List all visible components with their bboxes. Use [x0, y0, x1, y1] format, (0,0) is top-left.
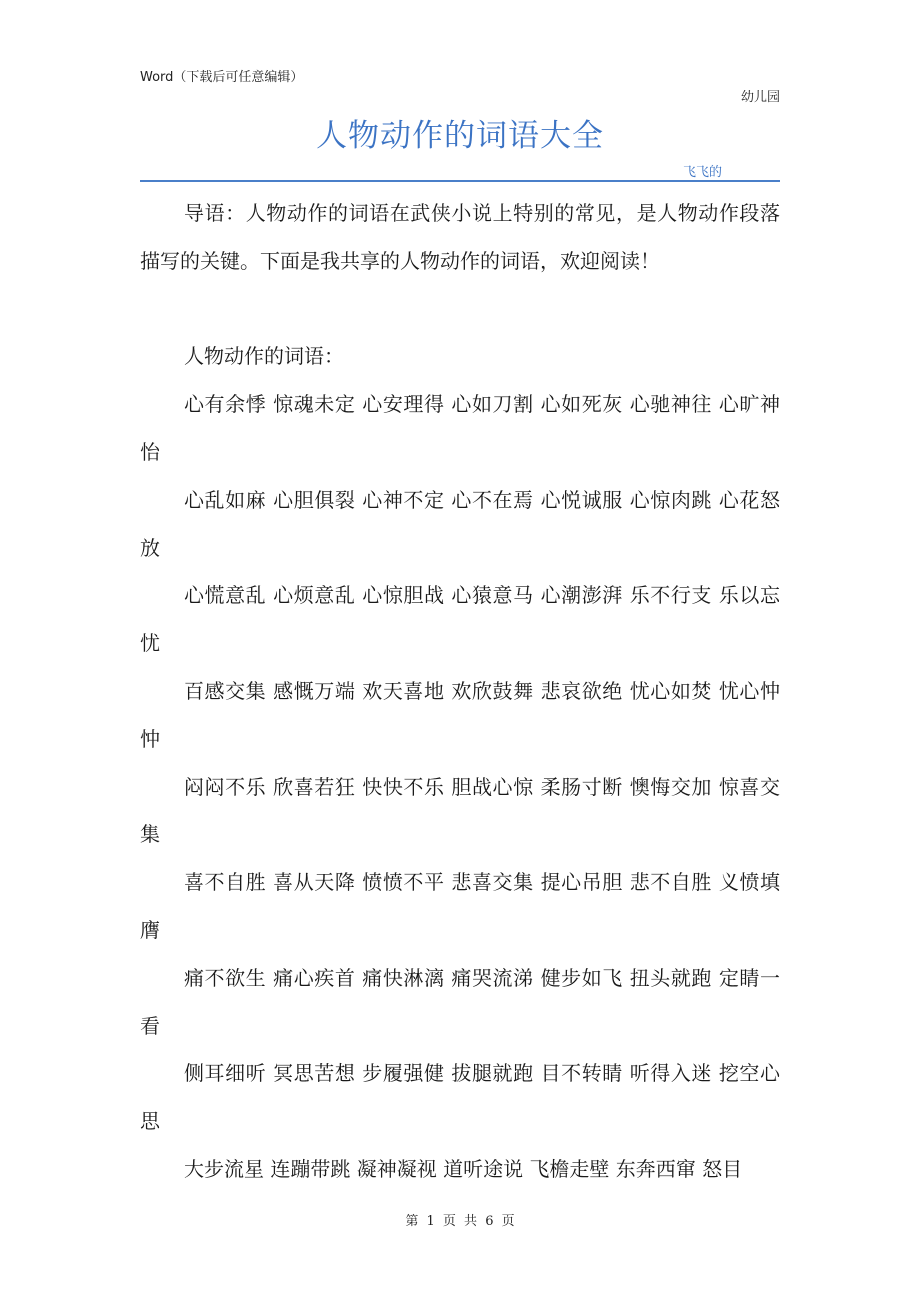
- word-list-paragraph: 喜不自胜 喜从天降 愤愤不平 悲喜交集 提心吊胆 悲不自胜 义愤填膺: [140, 870, 780, 942]
- author-name: 飞飞的: [683, 165, 723, 180]
- page-number-footer: 第 1 页 共 6 页: [405, 1214, 515, 1229]
- word-list-paragraph: 大步流星 连蹦带跳 凝神凝视 道听途说 飞檐走壁 东奔西窜 怒目: [184, 1156, 743, 1181]
- word-list-paragraph: 闷闷不乐 欣喜若狂 快快不乐 胆战心惊 柔肠寸断 懊悔交加 惊喜交集: [140, 774, 780, 847]
- document-body: [140, 190, 780, 1194]
- document-header-label: Word（下载后可任意编辑）: [140, 70, 304, 85]
- blank-line: [140, 286, 780, 334]
- header-category: 幼儿园: [740, 90, 780, 105]
- word-list-paragraph: 侧耳细听 冥思苦想 步履强健 拔腿就跑 目不转睛 听得入迷 挖空心思: [140, 1061, 780, 1134]
- word-list-paragraph: 心慌意乱 心烦意乱 心惊胆战 心猿意马 心潮澎湃 乐不行支 乐以忘忧: [140, 583, 780, 656]
- word-list-paragraph: 百感交集 感慨万端 欢天喜地 欢欣鼓舞 悲哀欲绝 忧心如焚 忧心忡忡: [140, 678, 780, 751]
- word-list-paragraph: 心乱如麻 心胆俱裂 心神不定 心不在焉 心悦诚服 心惊肉跳 心花怒放: [140, 487, 780, 560]
- title-divider: [140, 180, 780, 182]
- intro-paragraph: 导语：人物动作的词语在武侠小说上特别的常见，是人物动作段落描写的关键。下面是我共享的人物动作的词语，欢迎阅读！: [140, 201, 780, 273]
- page-title: 人物动作的词语大全: [316, 118, 604, 154]
- section-heading: 人物动作的词语：: [184, 344, 344, 369]
- word-list-paragraph: 心有余悸 惊魂未定 心安理得 心如刀割 心如死灰 心驰神往 心旷神怡: [140, 392, 780, 464]
- word-list-paragraph: 痛不欲生 痛心疾首 痛快淋漓 痛哭流涕 健步如飞 扭头就跑 定睛一看: [140, 965, 780, 1038]
